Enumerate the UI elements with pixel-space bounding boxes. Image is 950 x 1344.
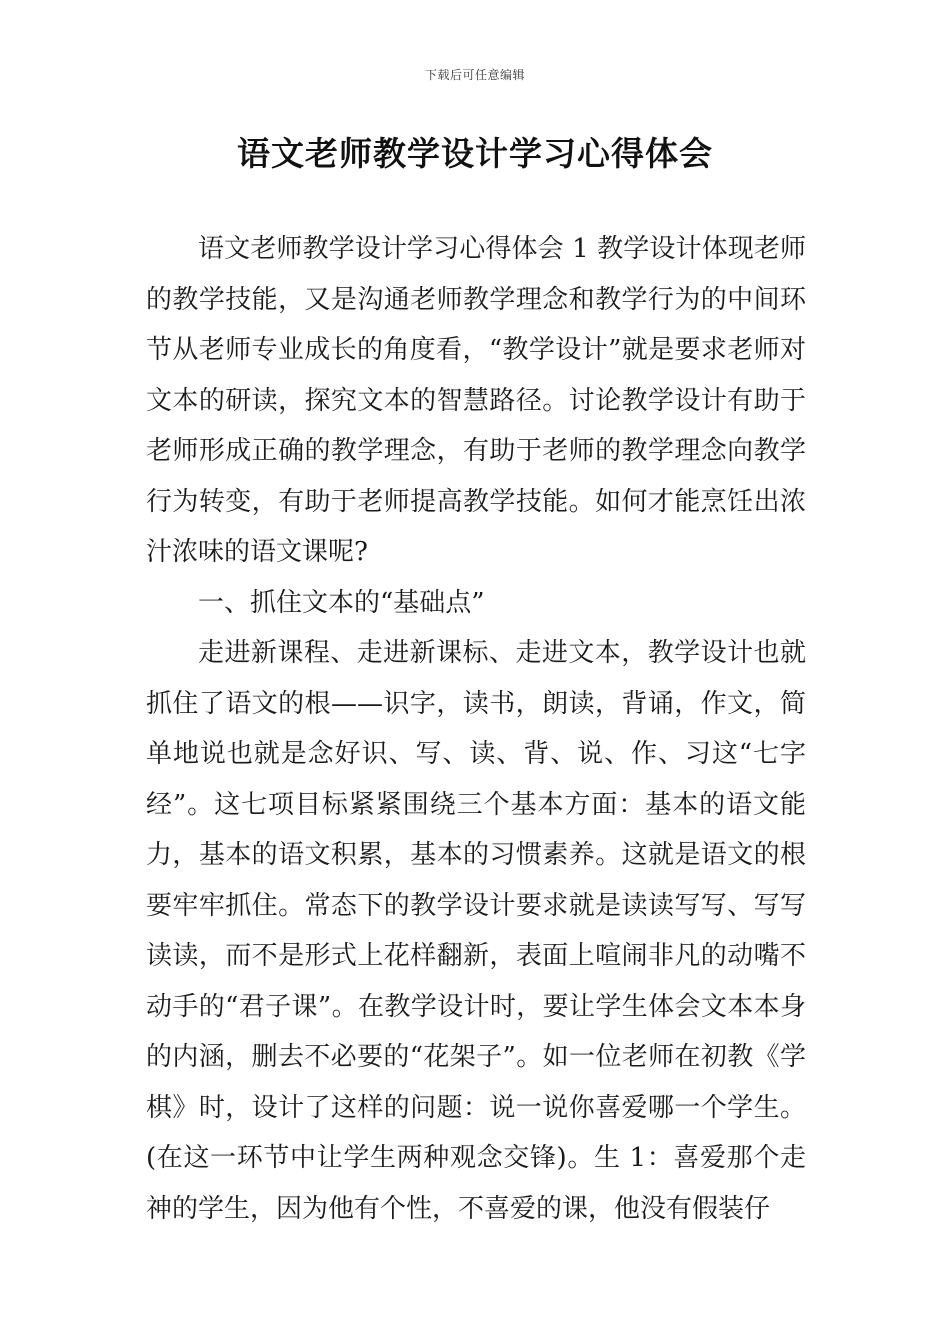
paragraph-section-1: 走进新课程、走进新课标、走进文本，教学设计也就抓住了语文的根——识字，读书，朗读，背诵，作文，简单地说也就是念好识、写、读、背、说、作、习这“七字经”。这七项目标紧紧围绕三个基本方面：基本的语文能力，基本的语文积累，基本的习惯素养。这就是语文的根要牢牢抓住。常态下的教学设计要求就是读读写写、写写读读，而不是形式上花样翻新，表面上喧闹非凡的动嘴不动手的“君子课”。在教学设计时，要让学生体会文本本身的内涵，删去不必要的“花架子”。如一位老师在初教《学棋》时，设计了这样的问题：说一说你喜爱哪一个学生。(在这一环节中让学生两种观念交锋)。生 1：喜爱那个走神的学生，因为他有个性，不喜爱的课，他没有假装仔	[146, 638, 806, 1224]
document-title: 语文老师教学设计学习心得体会	[237, 134, 713, 173]
paragraph-intro: 语文老师教学设计学习心得体会 1 教学设计体现老师的教学技能，又是沟通老师教学理念和教学行为的中间环节从老师专业成长的角度看，“教学设计”就是要求老师对文本的研读，探究文本的智慧路径。讨论教学设计有助于老师形成正确的教学理念，有助于老师的教学理念向教学行为转变，有助于老师提高教学技能。如何才能烹饪出浓汁浓味的语文课呢?	[146, 234, 806, 567]
header-note: 下载后可任意编辑	[424, 68, 525, 82]
section-heading: 一、抓住文本的“基础点”	[198, 587, 485, 618]
document-body	[146, 224, 806, 1234]
